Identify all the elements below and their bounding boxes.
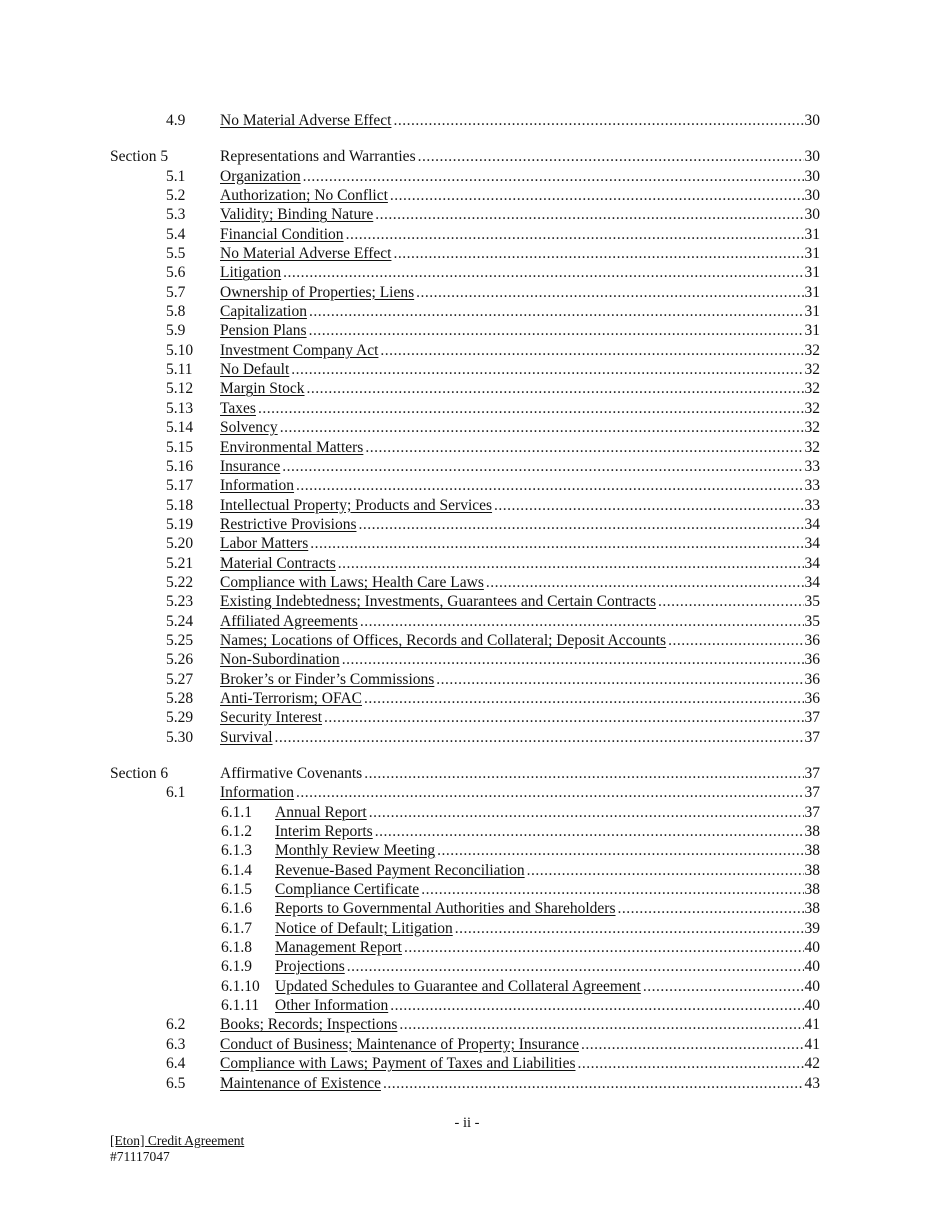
toc-entry-line bbox=[275, 861, 820, 880]
toc-entry[interactable] bbox=[0, 670, 934, 689]
toc-entry-line bbox=[220, 244, 820, 263]
toc-entry-title[interactable]: Representations and Warranties bbox=[220, 148, 416, 166]
toc-entry-line bbox=[275, 977, 820, 996]
toc-entry-page: 38 bbox=[804, 823, 820, 841]
toc-entry[interactable] bbox=[0, 360, 934, 379]
toc-entry-number: 6.1.1 bbox=[221, 803, 252, 821]
toc-entry-page: 37 bbox=[804, 784, 820, 802]
toc-entry-line bbox=[220, 1015, 820, 1034]
toc-entry[interactable] bbox=[0, 612, 934, 631]
toc-entry-line bbox=[220, 573, 820, 592]
toc-entry-page: 40 bbox=[804, 958, 820, 976]
toc-entry-number: 6.5 bbox=[166, 1074, 186, 1092]
toc-entry-title[interactable]: Management Report bbox=[275, 939, 402, 957]
toc-entry-page: 38 bbox=[804, 861, 820, 879]
toc-entry-line bbox=[220, 379, 820, 398]
toc-entry[interactable] bbox=[0, 803, 934, 822]
toc-entry-page: 38 bbox=[804, 842, 820, 860]
toc-entry[interactable] bbox=[0, 418, 934, 437]
toc-entry-page: 30 bbox=[804, 148, 820, 166]
dot-leader bbox=[581, 1035, 804, 1054]
toc-entry[interactable] bbox=[0, 841, 934, 860]
toc-entry-title[interactable]: Anti-Terrorism; OFAC bbox=[220, 689, 362, 707]
dot-leader bbox=[393, 111, 803, 130]
dot-leader bbox=[258, 399, 804, 418]
toc-entry-number: 6.1.6 bbox=[221, 900, 252, 918]
toc-entry-title[interactable]: Intellectual Property; Products and Services bbox=[220, 496, 493, 514]
toc-entry[interactable] bbox=[0, 783, 934, 802]
toc-entry-line bbox=[220, 1074, 820, 1093]
toc-entry[interactable] bbox=[0, 515, 934, 534]
dot-leader bbox=[364, 764, 803, 783]
toc-entry[interactable] bbox=[0, 457, 934, 476]
toc-entry-number: Section 6 bbox=[110, 765, 169, 782]
toc-entry-line bbox=[220, 728, 820, 747]
dot-leader bbox=[375, 205, 803, 224]
toc-entry-number: 4.9 bbox=[166, 112, 186, 129]
toc-entry-line bbox=[220, 476, 820, 495]
dot-leader bbox=[390, 186, 804, 205]
toc-entry-page: 33 bbox=[804, 477, 820, 495]
toc-entry-page: 36 bbox=[804, 689, 820, 707]
toc-entry-title[interactable]: Reports to Governmental Authorities and Shareholders bbox=[275, 900, 616, 918]
toc-entry[interactable] bbox=[0, 302, 934, 321]
toc-entry-page: 32 bbox=[804, 341, 820, 359]
toc-entry-line bbox=[220, 186, 820, 205]
dot-leader bbox=[360, 612, 804, 631]
footer-document-id: #71117047 bbox=[110, 1149, 170, 1164]
toc-entry-title[interactable]: Names; Locations of Offices, Records and Collateral; Deposit Accounts bbox=[220, 631, 667, 649]
toc-entry-title[interactable]: Interim Reports bbox=[275, 823, 373, 841]
dot-leader bbox=[310, 534, 803, 553]
toc-entry-title[interactable]: Financial Condition bbox=[220, 225, 344, 243]
dot-leader bbox=[347, 957, 804, 976]
toc-section-heading[interactable] bbox=[0, 764, 934, 783]
toc-entry-number: 6.1.4 bbox=[221, 861, 252, 879]
toc-entry-title[interactable]: Organization bbox=[220, 167, 301, 185]
toc-entry-line bbox=[220, 205, 820, 224]
toc-entry[interactable] bbox=[0, 534, 934, 553]
toc-entry-page: 31 bbox=[804, 303, 820, 321]
toc-entry-page: 38 bbox=[804, 881, 820, 899]
toc-entry-number: 5.16 bbox=[166, 457, 194, 475]
dot-leader bbox=[437, 841, 803, 860]
dot-leader bbox=[421, 880, 803, 899]
dot-leader bbox=[618, 899, 804, 918]
toc-entry-title[interactable]: Ownership of Properties; Liens bbox=[220, 283, 415, 301]
toc-entry-title[interactable]: No Default bbox=[220, 361, 290, 379]
toc-entry-page: 31 bbox=[804, 225, 820, 243]
toc-entry-line bbox=[275, 822, 820, 841]
toc-entry-line bbox=[275, 841, 820, 860]
toc-entry-number: 5.23 bbox=[166, 593, 194, 611]
toc-entry-page: 37 bbox=[804, 803, 820, 821]
toc-entry-page: 37 bbox=[804, 728, 820, 746]
toc-entry[interactable] bbox=[0, 111, 934, 130]
toc-entry-page: 30 bbox=[804, 112, 820, 129]
toc-entry-page: 35 bbox=[804, 612, 820, 630]
toc-entry-line bbox=[220, 147, 820, 166]
dot-leader bbox=[404, 938, 804, 957]
toc-entry-line bbox=[220, 283, 820, 302]
toc-entry-title[interactable]: Conduct of Business; Maintenance of Property; Insurance bbox=[220, 1035, 579, 1053]
toc-entry-number: 5.26 bbox=[166, 651, 194, 669]
dot-leader bbox=[668, 631, 803, 650]
toc-entry[interactable] bbox=[0, 283, 934, 302]
toc-entry-line bbox=[220, 783, 820, 802]
toc-entry-page: 31 bbox=[804, 264, 820, 282]
toc-entry-title[interactable]: Other Information bbox=[275, 997, 389, 1015]
toc-entry-number: 5.24 bbox=[166, 612, 194, 630]
toc-entry-title[interactable]: No Material Adverse Effect bbox=[220, 112, 392, 129]
toc-entry-number: 5.5 bbox=[166, 245, 186, 263]
dot-leader bbox=[364, 689, 804, 708]
dot-leader bbox=[436, 670, 803, 689]
toc-entry[interactable] bbox=[0, 399, 934, 418]
toc-entry-page: 37 bbox=[804, 709, 820, 727]
dot-leader bbox=[383, 1074, 804, 1093]
toc-entry[interactable] bbox=[0, 708, 934, 727]
toc-entry-title[interactable]: Taxes bbox=[220, 399, 256, 417]
toc-entry-page: 32 bbox=[804, 438, 820, 456]
document-footer bbox=[110, 1133, 244, 1165]
dot-leader bbox=[455, 919, 804, 938]
toc-entry-title[interactable]: Affiliated Agreements bbox=[220, 612, 358, 630]
dot-leader bbox=[643, 977, 804, 996]
toc-entry[interactable] bbox=[0, 957, 934, 976]
toc-entry[interactable] bbox=[0, 938, 934, 957]
toc-entry-number: 6.1.11 bbox=[221, 997, 260, 1015]
toc-entry-title[interactable]: Projections bbox=[275, 958, 345, 976]
toc-entry[interactable] bbox=[0, 554, 934, 573]
toc-entry[interactable] bbox=[0, 167, 934, 186]
toc-entry-number: Section 5 bbox=[110, 148, 169, 166]
toc-entry-page: 40 bbox=[804, 997, 820, 1015]
toc-entry-title[interactable]: Compliance Certificate bbox=[275, 881, 420, 899]
toc-entry-page: 31 bbox=[804, 283, 820, 301]
toc-entry[interactable] bbox=[0, 341, 934, 360]
toc-entry-title[interactable]: Monthly Review Meeting bbox=[275, 842, 436, 860]
toc-entry-line bbox=[220, 418, 820, 437]
toc-entry-title[interactable]: Capitalization bbox=[220, 303, 307, 321]
toc-entry-title[interactable]: Existing Indebtedness; Investments, Guarantees and Certain Contracts bbox=[220, 593, 657, 611]
toc-entry[interactable] bbox=[0, 321, 934, 340]
toc-entry-title[interactable]: No Material Adverse Effect bbox=[220, 245, 392, 263]
toc-entry-title[interactable]: Authorization; No Conflict bbox=[220, 187, 388, 205]
toc-entry-page: 32 bbox=[804, 419, 820, 437]
dot-leader bbox=[390, 996, 803, 1015]
dot-leader bbox=[658, 592, 803, 611]
toc-entry-line bbox=[220, 341, 820, 360]
toc-entry-line bbox=[220, 225, 820, 244]
dot-leader bbox=[282, 457, 803, 476]
toc-entry-number: 5.13 bbox=[166, 399, 194, 417]
toc-entry-page: 31 bbox=[804, 245, 820, 263]
toc-entry-line bbox=[220, 554, 820, 573]
toc-entry[interactable] bbox=[0, 263, 934, 282]
toc-entry-page: 36 bbox=[804, 670, 820, 688]
toc-entry[interactable] bbox=[0, 996, 934, 1015]
dot-leader bbox=[296, 783, 803, 802]
toc-entry-title[interactable]: Broker’s or Finder’s Commissions bbox=[220, 670, 435, 688]
dot-leader bbox=[280, 418, 804, 437]
dot-leader bbox=[309, 302, 804, 321]
dot-leader bbox=[418, 147, 804, 166]
toc-entry-title[interactable]: Revenue-Based Payment Reconciliation bbox=[275, 861, 525, 879]
toc-entry-line bbox=[220, 263, 820, 282]
toc-entry-page: 34 bbox=[804, 554, 820, 572]
toc-entry-number: 5.11 bbox=[166, 361, 193, 379]
dot-leader bbox=[369, 803, 804, 822]
toc-entry-title[interactable]: Affirmative Covenants bbox=[220, 765, 363, 782]
toc-entry-page: 33 bbox=[804, 496, 820, 514]
toc-entry-line bbox=[220, 670, 820, 689]
toc-entry-line bbox=[220, 1035, 820, 1054]
toc-entry-line bbox=[220, 496, 820, 515]
toc-entry-page: 30 bbox=[804, 167, 820, 185]
toc-entry-page: 32 bbox=[804, 380, 820, 398]
toc-entry-title[interactable]: Litigation bbox=[220, 264, 282, 282]
toc-entry-number: 5.25 bbox=[166, 631, 194, 649]
toc-entry-number: 5.15 bbox=[166, 438, 194, 456]
toc-entry[interactable] bbox=[0, 244, 934, 263]
toc-entry-line bbox=[220, 1054, 820, 1073]
toc-entry[interactable] bbox=[0, 573, 934, 592]
toc-entry-number: 6.1.5 bbox=[221, 881, 252, 899]
toc-entry-page: 41 bbox=[804, 1035, 820, 1053]
toc-entry-line bbox=[220, 111, 820, 130]
toc-entry-number: 5.9 bbox=[166, 322, 186, 340]
toc-entry-line bbox=[275, 899, 820, 918]
dot-leader bbox=[399, 1015, 803, 1034]
dot-leader bbox=[307, 379, 804, 398]
toc-entry[interactable] bbox=[0, 861, 934, 880]
toc-entry[interactable] bbox=[0, 631, 934, 650]
dot-leader bbox=[375, 822, 804, 841]
toc-entry-page: 30 bbox=[804, 206, 820, 224]
toc-entry-number: 5.29 bbox=[166, 709, 194, 727]
toc-entry-line bbox=[220, 650, 820, 669]
toc-entry-number: 5.3 bbox=[166, 206, 186, 224]
dot-leader bbox=[291, 360, 803, 379]
toc-entry-number: 5.10 bbox=[166, 341, 194, 359]
toc-entry-title[interactable]: Information bbox=[220, 477, 295, 495]
toc-entry[interactable] bbox=[0, 977, 934, 996]
dot-leader bbox=[578, 1054, 804, 1073]
toc-entry-number: 6.1.10 bbox=[221, 977, 260, 995]
toc-entry-line bbox=[220, 399, 820, 418]
toc-entry-title[interactable]: Updated Schedules to Guarantee and Collateral Agreement bbox=[275, 977, 641, 995]
toc-entry-title[interactable]: Margin Stock bbox=[220, 380, 305, 398]
toc-entry-title[interactable]: Notice of Default; Litigation bbox=[275, 919, 453, 937]
toc-entry-number: 5.30 bbox=[166, 728, 194, 746]
dot-leader bbox=[346, 225, 804, 244]
toc-entry[interactable] bbox=[0, 438, 934, 457]
toc-entry-number: 5.8 bbox=[166, 303, 186, 321]
dot-leader bbox=[380, 341, 803, 360]
toc-entry-number: 6.1 bbox=[166, 784, 186, 802]
toc-entry[interactable] bbox=[0, 186, 934, 205]
dot-leader bbox=[324, 708, 803, 727]
toc-entry-line bbox=[220, 534, 820, 553]
toc-entry-title[interactable]: Insurance bbox=[220, 457, 281, 475]
toc-entry-page: 38 bbox=[804, 900, 820, 918]
toc-entry[interactable] bbox=[0, 919, 934, 938]
dot-leader bbox=[486, 573, 804, 592]
toc-entry-number: 6.1.7 bbox=[221, 919, 252, 937]
toc-entry-page: 40 bbox=[804, 939, 820, 957]
toc-entry-number: 5.12 bbox=[166, 380, 194, 398]
toc-entry-number: 5.20 bbox=[166, 535, 194, 553]
toc-entry[interactable] bbox=[0, 1015, 934, 1034]
toc-entry-page: 30 bbox=[804, 187, 820, 205]
toc-entry-title[interactable]: Pension Plans bbox=[220, 322, 307, 340]
toc-entry-number: 6.4 bbox=[166, 1055, 186, 1073]
toc-entry-title[interactable]: Security Interest bbox=[220, 709, 323, 727]
toc-entry[interactable] bbox=[0, 225, 934, 244]
toc-entry-number: 5.1 bbox=[166, 167, 186, 185]
toc-entry-number: 6.2 bbox=[166, 1016, 186, 1034]
toc-entry-line bbox=[220, 438, 820, 457]
dot-leader bbox=[365, 438, 803, 457]
toc-entry-title[interactable]: Maintenance of Existence bbox=[220, 1074, 381, 1092]
dot-leader bbox=[393, 244, 803, 263]
toc-entry-line bbox=[220, 302, 820, 321]
toc-entry-page: 36 bbox=[804, 651, 820, 669]
toc-entry-page: 35 bbox=[804, 593, 820, 611]
toc-entry-number: 5.14 bbox=[166, 419, 194, 437]
toc-entry-page: 40 bbox=[804, 977, 820, 995]
toc-entry-line bbox=[275, 938, 820, 957]
toc-entry-line bbox=[220, 689, 820, 708]
toc-entry-title[interactable]: Investment Company Act bbox=[220, 341, 379, 359]
toc-entry-title[interactable]: Environmental Matters bbox=[220, 438, 364, 456]
toc-entry-page: 34 bbox=[804, 573, 820, 591]
dot-leader bbox=[358, 515, 803, 534]
table-of-contents bbox=[0, 111, 934, 1093]
toc-entry-number: 6.1.3 bbox=[221, 842, 252, 860]
toc-entry[interactable] bbox=[0, 1035, 934, 1054]
toc-entry-number: 5.22 bbox=[166, 573, 194, 591]
toc-entry-line bbox=[275, 803, 820, 822]
toc-entry-title[interactable]: Material Contracts bbox=[220, 554, 336, 572]
toc-entry-page: 31 bbox=[804, 322, 820, 340]
toc-entry-line bbox=[220, 321, 820, 340]
toc-entry-number: 5.18 bbox=[166, 496, 194, 514]
dot-leader bbox=[296, 476, 803, 495]
dot-leader bbox=[309, 321, 804, 340]
toc-entry-line bbox=[220, 360, 820, 379]
toc-entry-page: 43 bbox=[804, 1074, 820, 1092]
toc-entry-title[interactable]: Survival bbox=[220, 728, 273, 746]
toc-entry-number: 5.6 bbox=[166, 264, 186, 282]
toc-entry-page: 33 bbox=[804, 457, 820, 475]
toc-entry-page: 37 bbox=[804, 765, 820, 782]
toc-entry[interactable] bbox=[0, 1054, 934, 1073]
toc-entry[interactable] bbox=[0, 496, 934, 515]
dot-leader bbox=[342, 650, 804, 669]
toc-entry-line bbox=[220, 167, 820, 186]
toc-entry-page: 42 bbox=[804, 1055, 820, 1073]
toc-entry-title[interactable]: Information bbox=[220, 784, 295, 802]
toc-entry[interactable] bbox=[0, 899, 934, 918]
toc-entry[interactable] bbox=[0, 476, 934, 495]
toc-entry-page: 32 bbox=[804, 399, 820, 417]
toc-entry-title[interactable]: Compliance with Laws; Payment of Taxes and Liabilities bbox=[220, 1055, 576, 1073]
toc-entry-number: 5.2 bbox=[166, 187, 186, 205]
toc-entry[interactable] bbox=[0, 205, 934, 224]
toc-entry-page: 41 bbox=[804, 1016, 820, 1034]
toc-entry-title[interactable]: Annual Report bbox=[275, 803, 367, 821]
toc-entry-line bbox=[220, 612, 820, 631]
dot-leader bbox=[494, 496, 803, 515]
toc-entry-line bbox=[220, 764, 820, 783]
toc-entry-number: 5.21 bbox=[166, 554, 194, 572]
toc-entry-title[interactable]: Labor Matters bbox=[220, 535, 309, 553]
toc-entry[interactable] bbox=[0, 880, 934, 899]
dot-leader bbox=[303, 167, 804, 186]
toc-entry[interactable] bbox=[0, 728, 934, 747]
dot-leader bbox=[283, 263, 803, 282]
toc-entry-page: 34 bbox=[804, 515, 820, 533]
dot-leader bbox=[338, 554, 804, 573]
toc-entry-number: 6.1.2 bbox=[221, 823, 252, 841]
toc-entry-page: 34 bbox=[804, 535, 820, 553]
toc-entry-line bbox=[275, 919, 820, 938]
toc-entry-number: 5.17 bbox=[166, 477, 194, 495]
toc-entry[interactable] bbox=[0, 689, 934, 708]
toc-entry-line bbox=[220, 631, 820, 650]
toc-entry[interactable] bbox=[0, 1074, 934, 1093]
toc-entry-line bbox=[275, 880, 820, 899]
toc-entry-line bbox=[220, 457, 820, 476]
dot-leader bbox=[527, 861, 804, 880]
toc-entry-number: 5.19 bbox=[166, 515, 194, 533]
toc-entry-title[interactable]: Books; Records; Inspections bbox=[220, 1016, 398, 1034]
toc-entry-line bbox=[220, 592, 820, 611]
toc-entry-number: 5.7 bbox=[166, 283, 186, 301]
toc-entry-number: 6.1.8 bbox=[221, 939, 252, 957]
toc-entry[interactable] bbox=[0, 379, 934, 398]
toc-entry-page: 32 bbox=[804, 361, 820, 379]
toc-entry-page: 39 bbox=[804, 919, 820, 937]
toc-entry-line bbox=[220, 515, 820, 534]
toc-entry-number: 6.1.9 bbox=[221, 958, 252, 976]
toc-entry-title[interactable]: Non-Subordination bbox=[220, 651, 340, 669]
toc-entry-title[interactable]: Solvency bbox=[220, 419, 278, 437]
toc-entry-number: 5.4 bbox=[166, 225, 186, 243]
toc-entry-title[interactable]: Compliance with Laws; Health Care Laws bbox=[220, 573, 484, 591]
toc-section-heading[interactable] bbox=[0, 147, 934, 166]
toc-entry-number: 5.27 bbox=[166, 670, 194, 688]
page-number: - ii - bbox=[454, 1115, 480, 1131]
toc-entry[interactable] bbox=[0, 650, 934, 669]
toc-entry[interactable] bbox=[0, 592, 934, 611]
toc-entry-page: 36 bbox=[804, 631, 820, 649]
toc-entry-line bbox=[275, 996, 820, 1015]
dot-leader bbox=[275, 728, 804, 747]
dot-leader bbox=[416, 283, 803, 302]
toc-entry-number: 6.3 bbox=[166, 1035, 186, 1053]
toc-entry-title[interactable]: Restrictive Provisions bbox=[220, 515, 357, 533]
toc-entry-line bbox=[220, 708, 820, 727]
toc-entry[interactable] bbox=[0, 822, 934, 841]
toc-entry-title[interactable]: Validity; Binding Nature bbox=[220, 206, 374, 224]
toc-entry-line bbox=[275, 957, 820, 976]
footer-document-name: [Eton] Credit Agreement bbox=[110, 1133, 245, 1148]
toc-entry-number: 5.28 bbox=[166, 689, 194, 707]
